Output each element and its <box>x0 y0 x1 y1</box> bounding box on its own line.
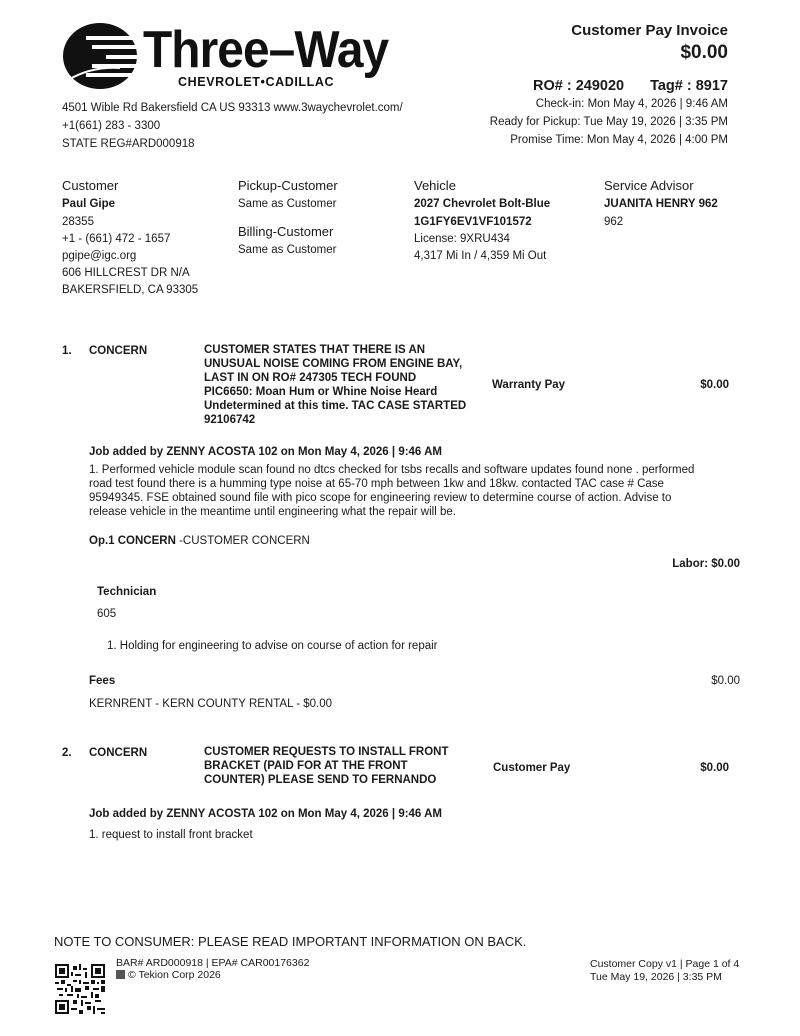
job-description-line: PIC6650: Moan Hum or Whine Noise Heard <box>204 386 438 398</box>
vehicle-license: License: 9XRU434 <box>414 233 510 245</box>
technician-id: 605 <box>97 608 117 620</box>
job-note-line: 95949345. FSE obtained sound file with pico scope for engineering review to determine course of action. Advise to <box>89 492 672 504</box>
job-number: 1. <box>62 345 72 357</box>
job-description-line: LAST IN ON RO# 247305 TECH FOUND <box>204 372 417 384</box>
job-description-line: COUNTER) PLEASE SEND TO FERNANDO <box>204 774 437 786</box>
page-info: Customer Copy v1 | Page 1 of 4 <box>590 958 740 970</box>
job-amount: $0.00 <box>700 762 729 774</box>
job-description <box>204 343 466 427</box>
job-description-line: BRACKET (PAID FOR AT THE FRONT <box>204 760 408 772</box>
job-note-line: road test found there is a humming type noise at 65-70 mph between 1kw and 18kw. contacted TAC case # Case <box>89 478 664 490</box>
dealer-logo-subtitle: CHEVROLET•CADILLAC <box>178 75 335 89</box>
job-description-line: UNUSUAL NOISE COMING FROM ENGINE BAY, <box>204 358 463 370</box>
technician-heading: Technician <box>97 586 157 598</box>
qr-code-icon <box>55 964 105 1014</box>
billing-value: Same as Customer <box>238 244 337 256</box>
customer-id: 28355 <box>62 216 94 228</box>
fees-heading: Fees <box>89 675 116 687</box>
fee-item: KERNRENT - KERN COUNTY RENTAL - $0.00 <box>89 698 333 710</box>
job-note-line: release vehicle in the meantime until engineering what the repair will be. <box>89 506 456 518</box>
dealer-address: 4501 Wible Rd Bakersfield CA US 93313 www.3waychevrolet.com/ <box>62 102 403 114</box>
customer-street: 606 HILLCREST DR N/A <box>62 267 190 279</box>
customer-email: pgipe@igc.org <box>62 250 137 262</box>
copyright: © Tekion Corp 2026 <box>128 969 221 981</box>
dealer-state-reg: STATE REG#ARD000918 <box>62 138 195 150</box>
customer-phone: +1 - (661) 472 - 1657 <box>62 233 171 245</box>
customer-name: Paul Gipe <box>62 198 116 210</box>
op-code: Op.1 CONCERN <box>89 535 176 547</box>
invoice-title: Customer Pay Invoice <box>571 22 728 39</box>
job-description <box>204 745 449 787</box>
bar-epa: BAR# ARD000918 | EPA# CAR00176362 <box>116 957 310 969</box>
job-label: CONCERN <box>89 345 148 357</box>
labor-amount: Labor: $0.00 <box>672 558 740 570</box>
customer-heading: Customer <box>62 178 119 193</box>
job-description-line: 92106742 <box>204 414 256 426</box>
job-note-line: 1. Performed vehicle module scan found no dtcs checked for tsbs recalls and software updates found none . performed <box>89 464 695 476</box>
vehicle-miles: 4,317 Mi In / 4,359 Mi Out <box>414 250 547 262</box>
print-date: Tue May 19, 2026 | 3:35 PM <box>590 971 722 983</box>
ro-number: RO# : 249020 <box>533 78 625 94</box>
customer-city: BAKERSFIELD, CA 93305 <box>62 284 199 296</box>
pickup-heading: Pickup-Customer <box>238 178 338 193</box>
vehicle-vin: 1G1FY6EV1VF101572 <box>414 216 532 228</box>
invoice-total: $0.00 <box>680 42 728 63</box>
advisor-heading: Service Advisor <box>604 178 694 193</box>
job-description-line: CUSTOMER REQUESTS TO INSTALL FRONT <box>204 746 449 758</box>
op-line <box>89 533 310 550</box>
fees-amount: $0.00 <box>711 675 740 687</box>
job-added-by: Job added by ZENNY ACOSTA 102 on Mon May 4, 2026 | 9:46 AM <box>89 446 442 458</box>
job-pay-type: Warranty Pay <box>492 379 566 391</box>
job-description-line: Undetermined at this time. TAC CASE STARTED <box>204 400 467 412</box>
pickup-value: Same as Customer <box>238 198 337 210</box>
tag-number: Tag# : 8917 <box>650 78 728 94</box>
dealer-logo-icon <box>62 22 140 90</box>
dealer-logo-name: Three–Way <box>143 21 389 79</box>
billing-heading: Billing-Customer <box>238 224 334 239</box>
technician-note: 1. Holding for engineering to advise on course of action for repair <box>107 640 438 652</box>
job-pay-type: Customer Pay <box>493 762 571 774</box>
consumer-note: NOTE TO CONSUMER: PLEASE READ IMPORTANT INFORMATION ON BACK. <box>54 934 527 949</box>
job-number: 2. <box>62 747 72 759</box>
dealer-phone: +1(661) 283 - 3300 <box>62 120 161 132</box>
checkin-time: Check-in: Mon May 4, 2026 | 9:46 AM <box>535 98 728 110</box>
job-note-line: 1. request to install front bracket <box>89 829 253 841</box>
job-notes <box>89 463 694 519</box>
vehicle-model: 2027 Chevrolet Bolt-Blue <box>414 198 551 210</box>
job-label: CONCERN <box>89 747 148 759</box>
advisor-name: JUANITA HENRY 962 <box>604 198 718 210</box>
vehicle-heading: Vehicle <box>414 178 456 193</box>
op-description: -CUSTOMER CONCERN <box>175 535 310 547</box>
advisor-id: 962 <box>604 216 624 228</box>
tekion-icon <box>116 970 125 979</box>
job-added-by: Job added by ZENNY ACOSTA 102 on Mon May 4, 2026 | 9:46 AM <box>89 808 442 820</box>
job-amount: $0.00 <box>700 379 729 391</box>
job-description-line: CUSTOMER STATES THAT THERE IS AN <box>204 344 426 356</box>
ready-time: Ready for Pickup: Tue May 19, 2026 | 3:35 PM <box>489 116 728 128</box>
promise-time: Promise Time: Mon May 4, 2026 | 4:00 PM <box>510 134 728 146</box>
